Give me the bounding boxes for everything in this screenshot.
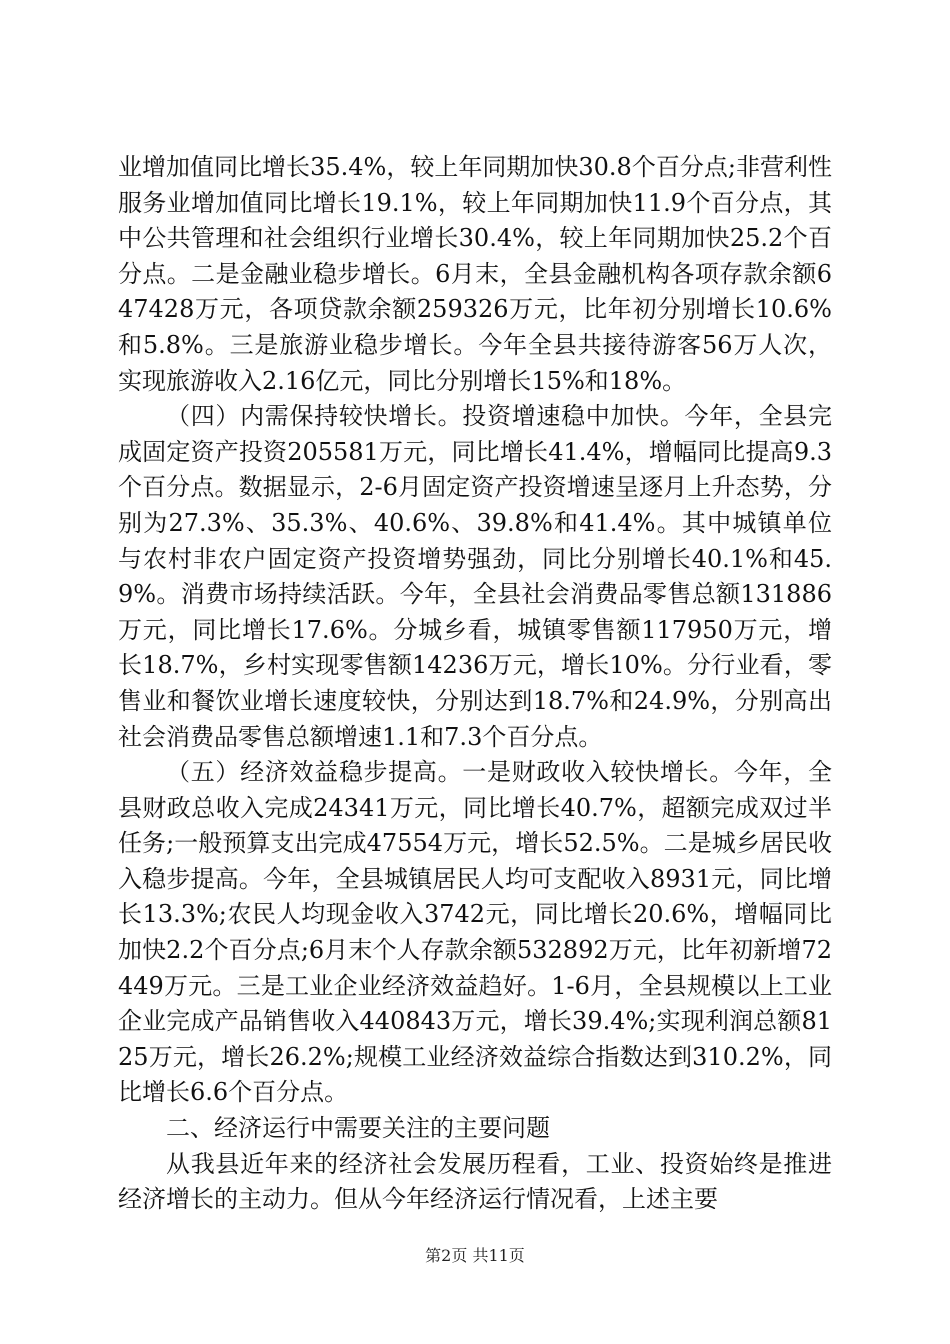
paragraph-main-issues: 从我县近年来的经济社会发展历程看，工业、投资始终是推进经济增长的主动力。但从今年经济运行情况看，上述主要 bbox=[118, 1149, 832, 1214]
document-body bbox=[118, 150, 832, 1218]
page-footer: 第2页 共11页 bbox=[425, 1246, 525, 1265]
paragraph-continuation: 业增加值同比增长35.4%，较上年同期加快30.8个百分点;非营利性服务业增加值同比增长19.1%，较上年同期加快11.9个百分点，其中公共管理和社会组织行业增长30.4%，较上年同期加快25.2个百分点。二是金融业稳步增长。6月末，全县金融机构各项存款余额647428万元，各项贷款余额259326万元，比年初分别增长10.6%和5.8%。三是旅游业稳步增长。今年全县共接待游客56万人次，实现旅游收入2.16亿元，同比分别增长15%和18%。 bbox=[118, 153, 832, 395]
paragraph-domestic-demand: （四）内需保持较快增长。投资增速稳中加快。今年，全县完成固定资产投资205581万元，同比增长41.4%，增幅同比提高9.3个百分点。数据显示，2-6月固定资产投资增速呈逐月上升态势，分别为27.3%、35.3%、40.6%、39.8%和41.4%。其中城镇单位与农村非农户固定资产投资增势强劲，同比分别增长40.1%和45.9%。消费市场持续活跃。今年，全县社会消费品零售总额131886万元，同比增长17.6%。分城乡看，城镇零售额117950万元，增长18.7%，乡村实现零售额14236万元，增长10%。分行业看，零售业和餐饮业增长速度较快，分别达到18.7%和24.9%，分别高出社会消费品零售总额增速1.1和7.3个百分点。 bbox=[118, 402, 832, 751]
section-heading: 二、经济运行中需要关注的主要问题 bbox=[166, 1114, 550, 1143]
paragraph-economic-benefits: （五）经济效益稳步提高。一是财政收入较快增长。今年，全县财政总收入完成24341万元，同比增长40.7%，超额完成双过半任务;一般预算支出完成47554万元，增长52.5%。二是城乡居民收入稳步提高。今年，全县城镇居民人均可支配收入8931元，同比增长13.3%;农民人均现金收入3742元，同比增长20.6%，增幅同比加快2.2个百分点;6月末个人存款余额532892万元，比年初新增72449万元。三是工业企业经济效益趋好。1-6月，全县规模以上工业企业完成产品销售收入440843万元，增长39.4%;实现利润总额8125万元，增长26.2%;规模工业经济效益综合指数达到310.2%，同比增长6.6个百分点。 bbox=[118, 758, 832, 1107]
